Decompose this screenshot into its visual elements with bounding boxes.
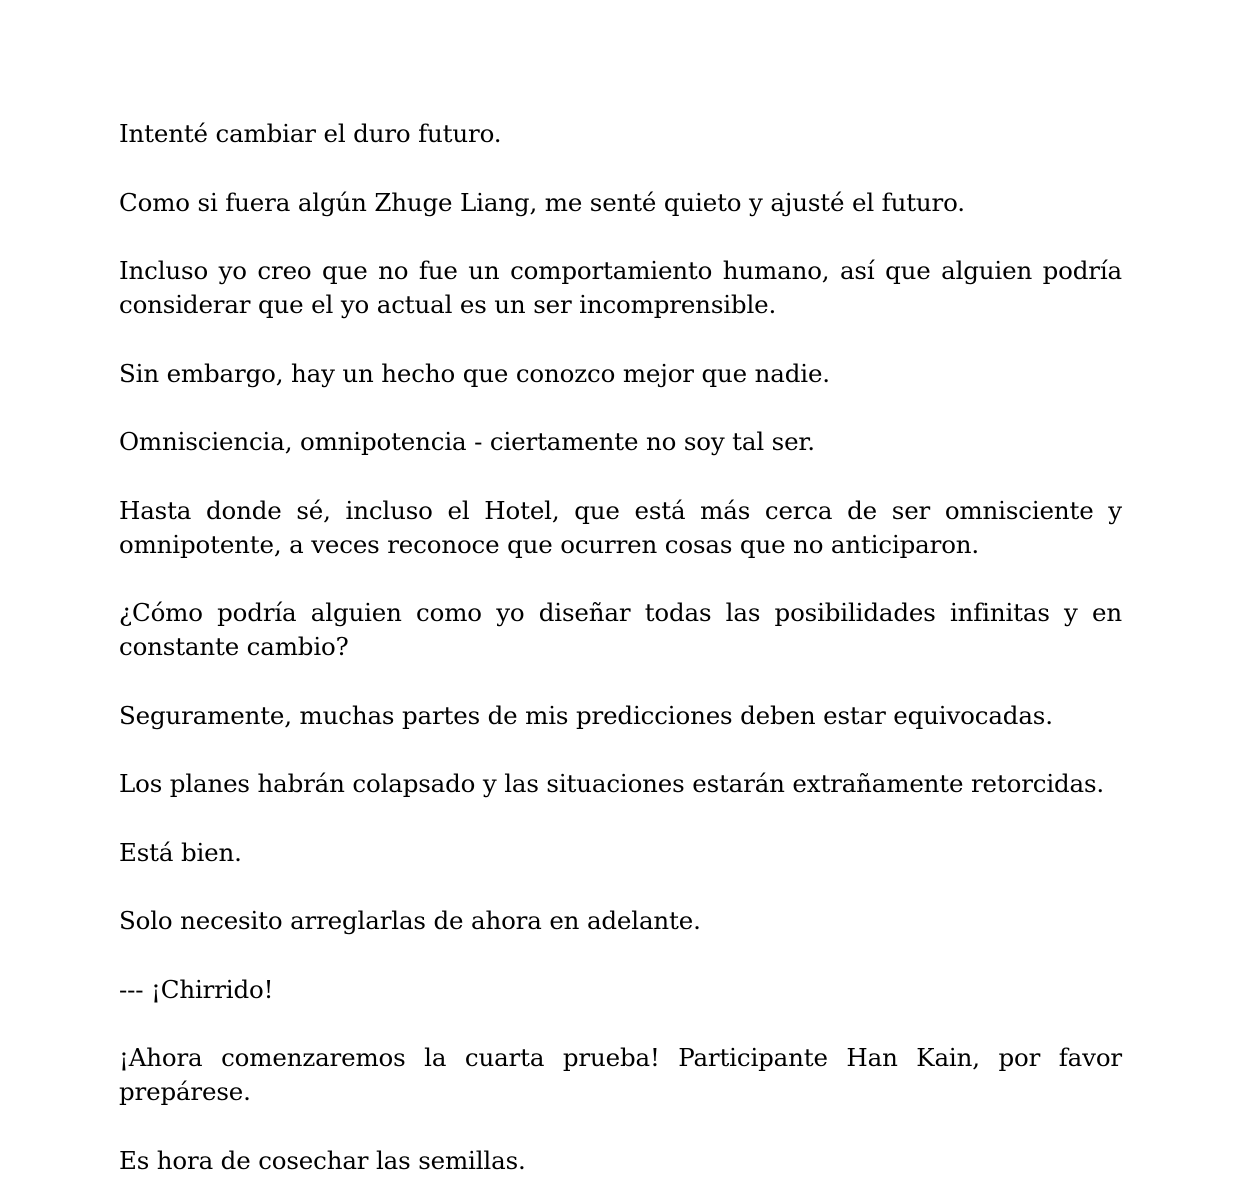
paragraph-2: Como si fuera algún Zhuge Liang, me senté quieto y ajusté el futuro. — [119, 187, 965, 217]
paragraph-6: Hasta donde sé, incluso el Hotel, que está más cerca de ser omnisciente y omnipotente, a veces reconoce que ocurren cosas que no anticiparon. — [119, 495, 1122, 559]
paragraph-1: Intenté cambiar el duro futuro. — [119, 119, 502, 148]
paragraph-13: ¡Ahora comenzaremos la cuarta prueba! Participante Han Kain, por favor prepárese. — [119, 1043, 1122, 1106]
paragraph-5: Omnisciencia, omnipotencia - ciertamente no soy tal ser. — [119, 427, 815, 456]
paragraph-10: Está bien. — [119, 837, 242, 867]
paragraph-8: Seguramente, muchas partes de mis predicciones deben estar equivocadas. — [119, 700, 1053, 730]
paragraph-12: --- ¡Chirrido! — [119, 974, 274, 1004]
paragraph-4: Sin embargo, hay un hecho que conozco mejor que nadie. — [119, 358, 830, 388]
paragraph-3: Incluso yo creo que no fue un comportamiento humano, así que alguien podría considerar que el yo actual es un ser incomprensible. — [119, 256, 1122, 319]
paragraph-14: Es hora de cosechar las semillas. — [119, 1145, 526, 1175]
document-body — [119, 117, 1122, 1178]
paragraph-7: ¿Cómo podría alguien como yo diseñar todas las posibilidades infinitas y en constante cambio? — [119, 598, 1122, 661]
paragraph-9: Los planes habrán colapsado y las situaciones estarán extrañamente retorcidas. — [119, 769, 1105, 798]
paragraph-11: Solo necesito arreglarlas de ahora en adelante. — [119, 906, 701, 935]
